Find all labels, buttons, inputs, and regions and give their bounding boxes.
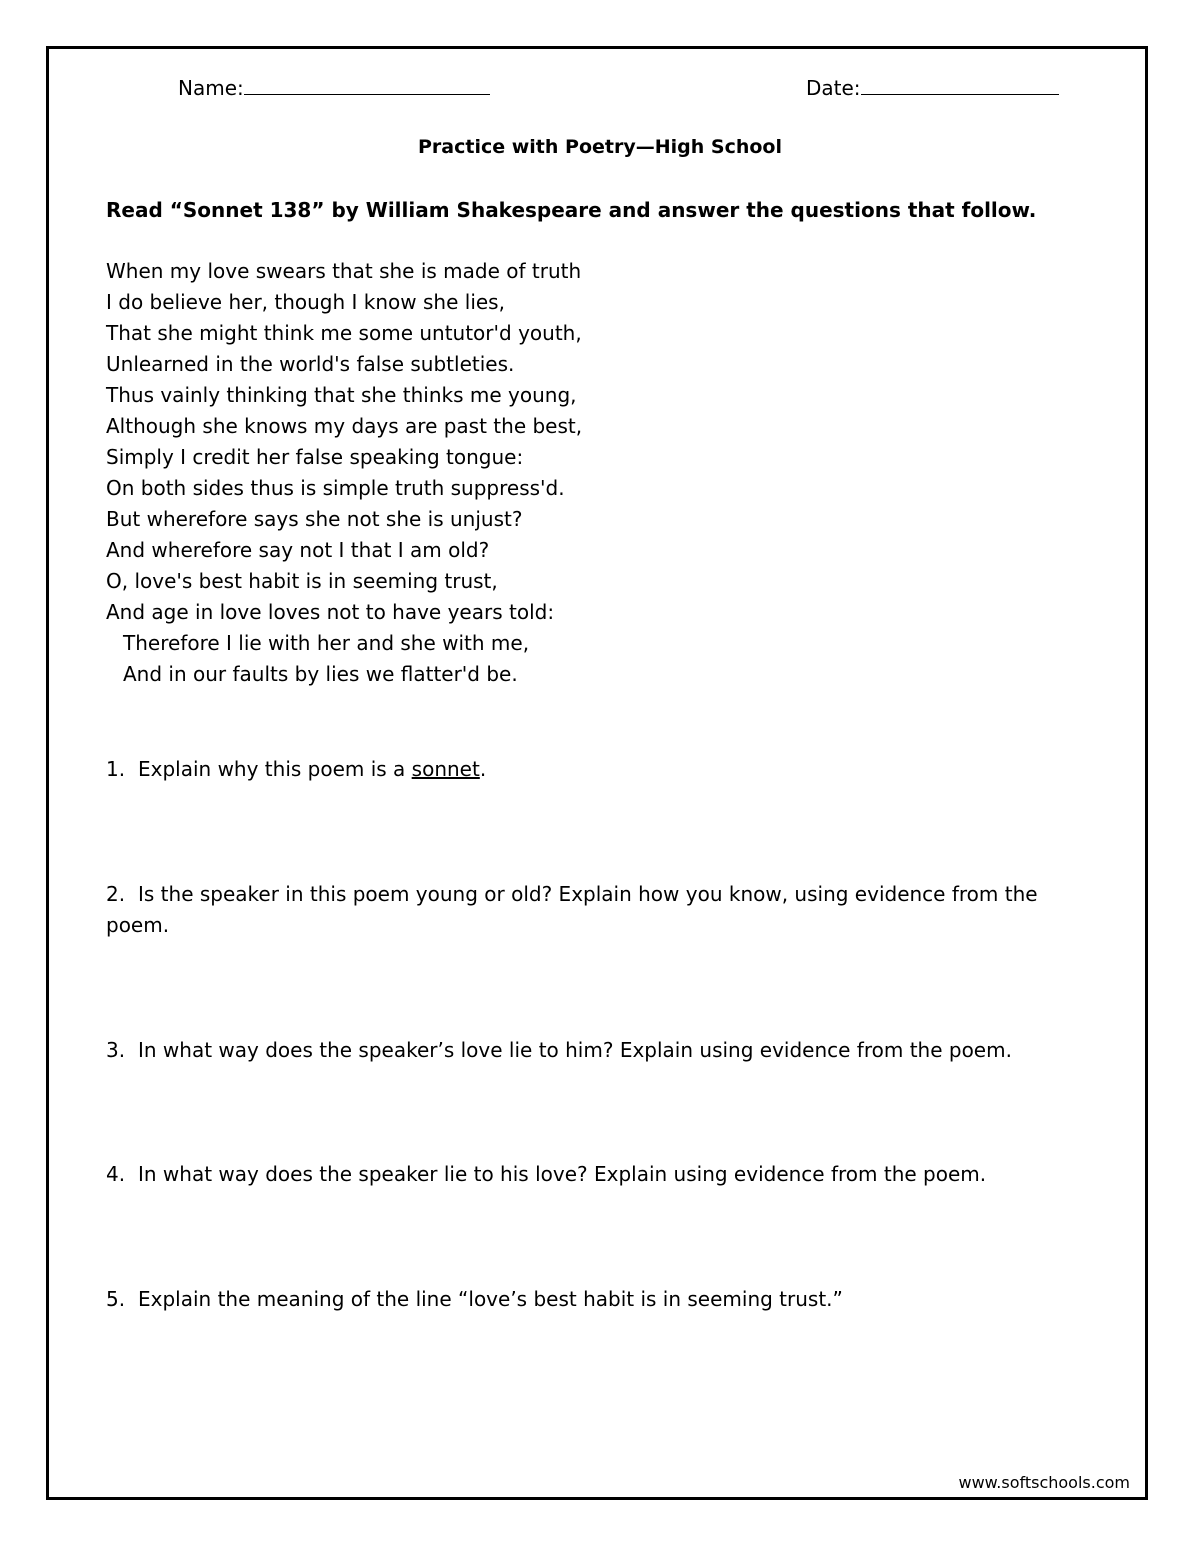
poem-line: Although she knows my days are past the best, — [106, 414, 583, 438]
poem-line: When my love swears that she is made of truth — [106, 259, 582, 283]
question-4 — [106, 1159, 986, 1190]
question-text: Is the speaker in this poem young or old? Explain how you know, using evidence from the — [138, 882, 1038, 906]
date-field[interactable] — [806, 74, 1059, 100]
poem-line: Thus vainly thinking that she thinks me young, — [106, 383, 577, 407]
poem-line: And age in love loves not to have years told: — [106, 600, 555, 624]
worksheet-title: Practice with Poetry—High School — [418, 136, 782, 158]
date-blank[interactable] — [861, 74, 1059, 95]
underlined-term: sonnet — [411, 757, 480, 781]
name-label: Name: — [178, 76, 244, 100]
poem-line: On both sides thus is simple truth suppress'd. — [106, 476, 565, 500]
question-number: 4. — [106, 1162, 126, 1186]
instructions: Read “Sonnet 138” by William Shakespeare and answer the questions that follow. — [106, 198, 1037, 222]
poem-line: And wherefore say not I that I am old? — [106, 538, 490, 562]
poem-line: That she might think me some untutor'd youth, — [106, 321, 582, 345]
poem-line: But wherefore says she not she is unjust? — [106, 507, 523, 531]
question-text: . — [479, 757, 487, 781]
question-text: In what way does the speaker’s love lie to him? Explain using evidence from the poem. — [138, 1038, 1012, 1062]
name-blank[interactable] — [244, 74, 490, 95]
question-3 — [106, 1035, 1012, 1066]
question-text: Explain the meaning of the line “love’s best habit is in seeming trust.” — [138, 1287, 843, 1311]
question-number: 2. — [106, 882, 126, 906]
question-number: 3. — [106, 1038, 126, 1062]
question-number: 1. — [106, 757, 126, 781]
footer-url: www.softschools.com — [958, 1473, 1130, 1492]
poem-line: And in our faults by lies we flatter'd be. — [123, 662, 518, 686]
question-2 — [106, 879, 1038, 941]
question-1 — [106, 754, 486, 785]
question-text: In what way does the speaker lie to his love? Explain using evidence from the poem. — [138, 1162, 987, 1186]
question-5 — [106, 1284, 843, 1315]
poem-line: Simply I credit her false speaking tongue: — [106, 445, 524, 469]
question-text-continued: poem. — [106, 913, 170, 937]
poem-line: I do believe her, though I know she lies, — [106, 290, 505, 314]
date-label: Date: — [806, 76, 861, 100]
name-field[interactable] — [178, 74, 490, 100]
poem-line: O, love's best habit is in seeming trust, — [106, 569, 498, 593]
question-number: 5. — [106, 1287, 126, 1311]
question-text: Explain why this poem is a — [138, 757, 412, 781]
poem-line: Therefore I lie with her and she with me, — [123, 631, 530, 655]
poem — [106, 256, 582, 690]
poem-line: Unlearned in the world's false subtleties. — [106, 352, 515, 376]
